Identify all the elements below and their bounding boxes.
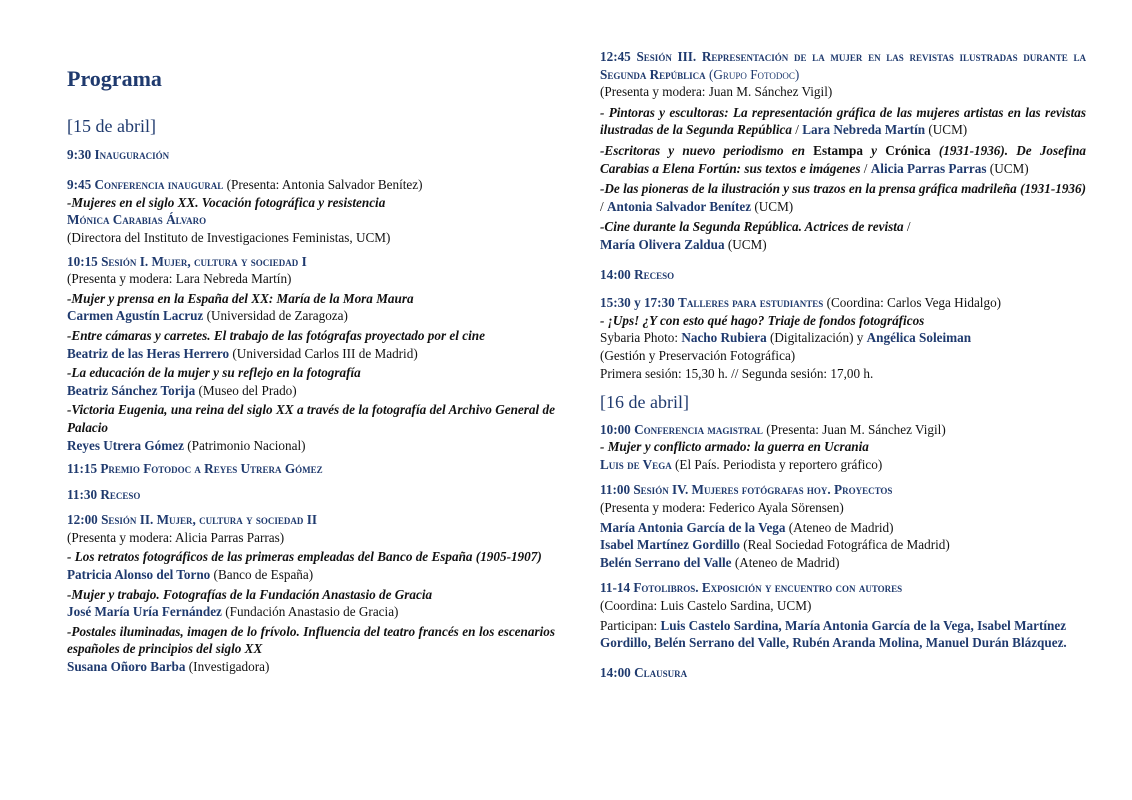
award-time: 11:15 xyxy=(67,461,101,477)
session-1-moderator: (Presenta y modera: Lara Nebreda Martín) xyxy=(67,271,292,287)
workshops-speaker-1: Nacho Rubiera xyxy=(681,330,767,346)
session-4-affil-1: (Ateneo de Madrid) xyxy=(785,519,894,535)
session-4-time: 11:00 xyxy=(600,482,634,498)
session-1-time: 10:15 xyxy=(67,253,102,269)
day1-heading: [15 de abril] xyxy=(67,116,156,136)
session-3-talk-2b: Estampa xyxy=(813,142,863,158)
photobooks xyxy=(600,579,1086,651)
keynote-talk: - Mujer y conflicto armado: la guerra en Ucrania xyxy=(600,439,869,455)
session-1-affil-3: (Museo del Prado) xyxy=(195,382,297,398)
opening-time: 9:45 xyxy=(67,177,95,193)
session-3-sep-4: / xyxy=(903,219,911,235)
inauguration-title: Inauguración xyxy=(94,146,170,162)
session-3-speaker-2: Alicia Parras Parras xyxy=(870,160,987,176)
session-1 xyxy=(67,253,555,455)
right-column xyxy=(600,48,1086,681)
session-4-speaker-1: María Antonia García de la Vega xyxy=(600,519,786,535)
left-column xyxy=(67,118,555,676)
session-3-sep-2: / xyxy=(860,160,871,176)
keynote-time: 10:00 xyxy=(600,421,635,437)
session-2-title: Sesión II. Mujer, cultura y sociedad II xyxy=(101,512,317,528)
day2-heading: [16 de abril] xyxy=(600,392,689,413)
session-4-affil-2: (Real Sociedad Fotográfica de Madrid) xyxy=(739,537,950,553)
inauguration-line xyxy=(67,146,555,164)
keynote-note: (Presenta: Juan M. Sánchez Vigil) xyxy=(762,421,946,437)
workshops-talk: - ¡Ups! ¿Y con esto qué hago? Triaje de fondos fotográficos xyxy=(600,312,925,328)
session-1-talk-3: -La educación de la mujer y su reflejo en la fotografía xyxy=(67,365,361,381)
session-2-talk-1: - Los retratos fotográficos de las primeras empleadas del Banco de España (1905-1907) xyxy=(67,549,542,565)
opening-speaker: Mónica Carabias Álvaro xyxy=(67,212,207,228)
keynote-title: Conferencia magistral xyxy=(634,421,763,437)
session-2 xyxy=(67,511,555,675)
session-2-talk-3: -Postales iluminadas, imagen de lo frívolo. Influencia del teatro francés en los escenarios españoles de principios del siglo XX xyxy=(67,623,555,657)
session-1-talk-1: -Mujer y prensa en la España del XX: María de la Mora Maura xyxy=(67,290,414,306)
session-1-affil-1: (Universidad de Zaragoza) xyxy=(203,308,348,324)
session-3-title: Sesión III. Representación de la mujer en las revistas ilustradas durante la Segunda República xyxy=(600,49,1086,82)
session-1-talk-2: -Entre cámaras y carretes. El trabajo de las fotógrafas proyectado por el cine xyxy=(67,327,485,343)
opening-title: Conferencia inaugural xyxy=(94,177,224,193)
session-3-speaker-3: Antonia Salvador Benítez xyxy=(606,198,752,214)
session-2-affil-2: (Fundación Anastasio de Gracia) xyxy=(221,604,399,620)
break-1-time: 11:30 xyxy=(67,486,101,502)
closing-time: 14:00 xyxy=(600,664,635,680)
workshops-line1b: (Digitalización) y xyxy=(766,330,867,346)
session-3-talk-2c: y xyxy=(862,142,886,158)
session-4-speaker-2: Isabel Martínez Gordillo xyxy=(600,537,740,553)
session-3-talk-4: -Cine durante la Segunda República. Actrices de revista xyxy=(600,219,904,235)
photobooks-intro: Participan: xyxy=(600,617,661,633)
session-3-affil-2: (UCM) xyxy=(986,160,1029,176)
award-line xyxy=(67,460,555,478)
session-2-speaker-3: Susana Oñoro Barba xyxy=(67,659,186,675)
session-1-affil-4: (Patrimonio Nacional) xyxy=(183,437,306,453)
session-4-affil-3: (Ateneo de Madrid) xyxy=(731,554,840,570)
session-1-talk-4: -Victoria Eugenia, una reina del siglo XX a través de la fotografía del Archivo General de Palacio xyxy=(67,402,555,435)
session-3-talk-2e: (1931-1936). De Josefina Carabias a Elena Fortún: sus textos e imágenes xyxy=(600,142,1086,176)
session-3-sep-3: / xyxy=(600,198,607,214)
keynote-affil: (El País. Periodista y reportero gráfico) xyxy=(671,456,883,472)
session-3-affil-1: (UCM) xyxy=(925,122,968,138)
session-3-talk-2d: Crónica xyxy=(885,142,931,158)
session-4 xyxy=(600,481,1086,571)
session-3-talk-2a: -Escritoras y nuevo periodismo en xyxy=(600,142,814,158)
photobooks-title: Fotolibros. Exposición y encuentro con autores xyxy=(633,580,903,596)
session-3-talk-3: -De las pioneras de la ilustración y sus trazos en la prensa gráfica madrileña (1931-1936) xyxy=(600,181,1086,197)
session-3-affil-3: (UCM) xyxy=(751,198,794,214)
session-4-moderator: (Presenta y modera: Federico Ayala Sörensen) xyxy=(600,500,844,516)
opening-note: (Presenta: Antonia Salvador Benítez) xyxy=(223,177,423,193)
session-3-speaker-1: Lara Nebreda Martín xyxy=(802,122,926,138)
opening-lecture xyxy=(67,176,555,246)
session-1-speaker-4: Reyes Utrera Gómez xyxy=(67,437,184,453)
session-2-speaker-1: Patricia Alonso del Torno xyxy=(67,567,211,583)
session-2-talk-2: -Mujer y trabajo. Fotografías de la Fundación Anastasio de Gracia xyxy=(67,586,433,602)
opening-affiliation: (Directora del Instituto de Investigaciones Feministas, UCM) xyxy=(67,229,391,245)
session-2-affil-1: (Banco de España) xyxy=(210,567,314,583)
session-3-time: 12:45 xyxy=(600,49,637,64)
closing-title: Clausura xyxy=(634,664,688,680)
session-1-speaker-1: Carmen Agustín Lacruz xyxy=(67,308,204,324)
session-3-moderator: (Presenta y modera: Juan M. Sánchez Vigil) xyxy=(600,84,833,100)
workshops-title: Talleres para estudiantes xyxy=(678,295,824,311)
session-3-group: (Grupo Fotodoc) xyxy=(705,66,800,82)
break-2-title: Receso xyxy=(634,266,675,282)
break-1-title: Receso xyxy=(100,486,141,502)
inauguration-time: 9:30 xyxy=(67,146,95,162)
workshops-note: (Coordina: Carlos Vega Hidalgo) xyxy=(823,295,1002,311)
photobooks-coord: (Coordina: Luis Castelo Sardina, UCM) xyxy=(600,598,812,614)
session-1-speaker-2: Beatriz de las Heras Herrero xyxy=(67,345,230,361)
workshops-speaker-2: Angélica Soleiman xyxy=(866,330,972,346)
workshops-line3: Primera sesión: 15,30 h. // Segunda sesión: 17,00 h. xyxy=(600,365,874,381)
closing-line xyxy=(600,664,1086,682)
workshops-line1a: Sybaria Photo: xyxy=(600,330,682,346)
session-4-speaker-3: Belén Serrano del Valle xyxy=(600,554,732,570)
break-1 xyxy=(67,486,555,504)
photobooks-participants: Luis Castelo Sardina, María Antonia García de la Vega, Isabel Martínez Gordillo, Belén Serrano del Valle, Rubén Aranda Molina, Manuel Durán Blázquez. xyxy=(600,617,1067,651)
opening-talk: -Mujeres en el siglo XX. Vocación fotográfica y resistencia xyxy=(67,194,386,210)
workshops-line2: (Gestión y Preservación Fotográfica) xyxy=(600,347,796,363)
session-2-speaker-2: José María Uría Fernández xyxy=(67,604,222,620)
session-1-speaker-3: Beatriz Sánchez Torija xyxy=(67,382,196,398)
workshops xyxy=(600,294,1086,382)
session-4-title: Sesión IV. Mujeres fotógrafas hoy. Proyectos xyxy=(633,482,893,498)
session-3-sep-1: / xyxy=(791,122,803,138)
keynote xyxy=(600,421,1086,474)
session-3-speaker-4: María Olivera Zaldua xyxy=(600,236,725,252)
break-2 xyxy=(600,266,1086,284)
award-title: Premio Fotodoc a Reyes Utrera Gómez xyxy=(100,461,323,477)
keynote-speaker: Luis de Vega xyxy=(600,456,672,472)
session-3-talk-1: - Pintoras y escultoras: La representación gráfica de las mujeres artistas en las revistas ilustradas de la Segunda República xyxy=(600,104,1086,138)
session-2-moderator: (Presenta y modera: Alicia Parras Parras) xyxy=(67,529,285,545)
session-3-affil-4: (UCM) xyxy=(724,236,767,252)
workshops-time: 15:30 y 17:30 xyxy=(600,295,679,311)
page-title: Programa xyxy=(67,66,162,91)
session-2-affil-3: (Investigadora) xyxy=(185,659,270,675)
break-2-time: 14:00 xyxy=(600,266,635,282)
session-3 xyxy=(600,48,1086,254)
session-2-time: 12:00 xyxy=(67,512,102,528)
session-1-title: Sesión I. Mujer, cultura y sociedad I xyxy=(101,253,307,269)
session-1-affil-2: (Universidad Carlos III de Madrid) xyxy=(229,345,418,361)
photobooks-time: 11-14 xyxy=(600,580,634,596)
